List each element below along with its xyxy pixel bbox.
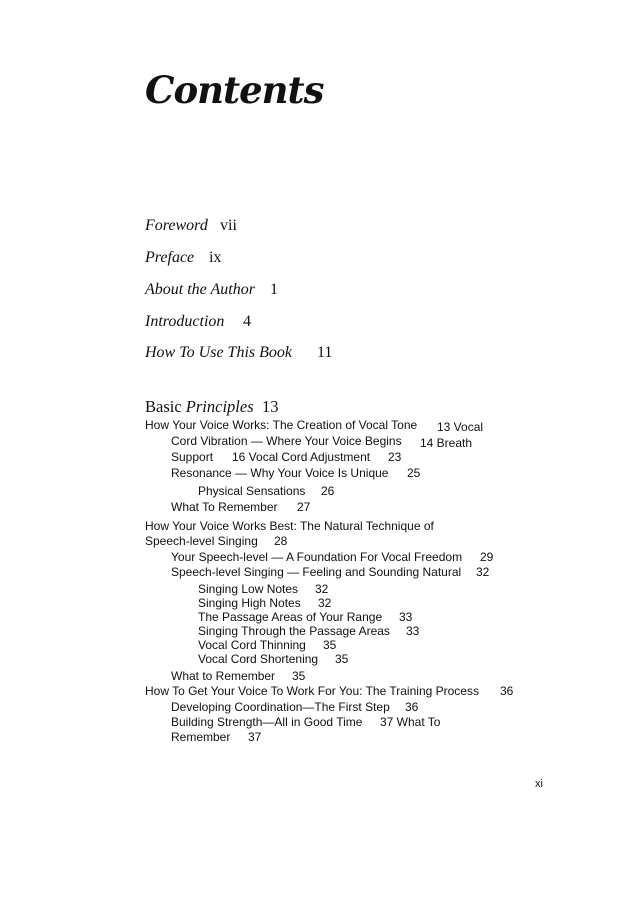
toc-page: 32 (476, 565, 490, 579)
toc-page: 29 (480, 550, 494, 564)
part-prefix: Basic (145, 397, 182, 416)
toc-entry: Support (171, 450, 214, 464)
toc-entry: 37 What To (380, 715, 441, 729)
toc-page: 25 (407, 466, 421, 480)
part-heading (145, 399, 254, 416)
toc-page: 27 (297, 500, 311, 514)
toc-page: 36 (405, 700, 419, 714)
front-matter-page: 1 (270, 281, 278, 298)
toc-entry: Cord Vibration — Where Your Voice Begins (171, 434, 402, 448)
toc-entry: The Passage Areas of Your Range (198, 610, 383, 624)
front-matter-title: About the Author (145, 281, 255, 298)
toc-entry: Singing Low Notes (198, 582, 299, 596)
part-title: Principles (185, 397, 254, 416)
toc-page: 32 (315, 582, 329, 596)
toc-entry: Vocal Cord Thinning (198, 638, 306, 652)
front-matter-title: Foreword (145, 217, 208, 234)
page-number: xi (535, 778, 543, 790)
toc-entry: How To Get Your Voice To Work For You: The Training Process (145, 684, 479, 698)
front-matter-page: 11 (317, 344, 333, 361)
front-matter-page: 4 (243, 313, 251, 330)
toc-entry: 16 Vocal Cord Adjustment (232, 450, 371, 464)
page-title: Contents (145, 68, 324, 112)
toc-page: 23 (388, 450, 402, 464)
toc-entry: Singing Through the Passage Areas (198, 624, 390, 638)
toc-entry: What To Remember (171, 500, 278, 514)
front-matter-title: Preface (145, 249, 195, 266)
toc-page: 35 (292, 669, 306, 683)
toc-entry: How Your Voice Works Best: The Natural Technique of (145, 519, 434, 533)
front-matter-title: Introduction (145, 313, 225, 330)
toc-page: 32 (318, 596, 332, 610)
toc-entry: Physical Sensations (198, 484, 306, 498)
toc-page: 37 (248, 730, 262, 744)
toc-page: 28 (274, 534, 288, 548)
toc-entry: Singing High Notes (198, 596, 301, 610)
toc-entry: Vocal Cord Shortening (198, 652, 319, 666)
toc-entry: Your Speech-level — A Foundation For Vocal Freedom (171, 550, 463, 564)
toc-entry: Remember (171, 730, 231, 744)
toc-page: 33 (406, 624, 420, 638)
toc-page: 33 (399, 610, 413, 624)
toc-page: 35 (335, 652, 349, 666)
toc-entry: How Your Voice Works: The Creation of Vocal Tone (145, 418, 418, 432)
toc-page: 35 (323, 638, 337, 652)
part-page: 13 (262, 397, 279, 416)
toc-entry: 13 Vocal (437, 420, 484, 434)
toc-entry: Speech-level Singing (145, 534, 258, 548)
toc-entry: Speech-level Singing — Feeling and Sounding Natural (171, 565, 462, 579)
toc-page: 36 (500, 684, 514, 698)
front-matter-page: vii (220, 217, 237, 234)
toc-entry: Building Strength—All in Good Time (171, 715, 363, 729)
front-matter-title: How To Use This Book (145, 344, 292, 361)
toc-page: 26 (321, 484, 335, 498)
front-matter-page: ix (209, 249, 222, 266)
toc-entry: Developing Coordination—The First Step (171, 700, 390, 714)
toc-entry: What to Remember (171, 669, 276, 683)
toc-entry: 14 Breath (420, 436, 473, 450)
toc-entry: Resonance — Why Your Voice Is Unique (171, 466, 389, 480)
